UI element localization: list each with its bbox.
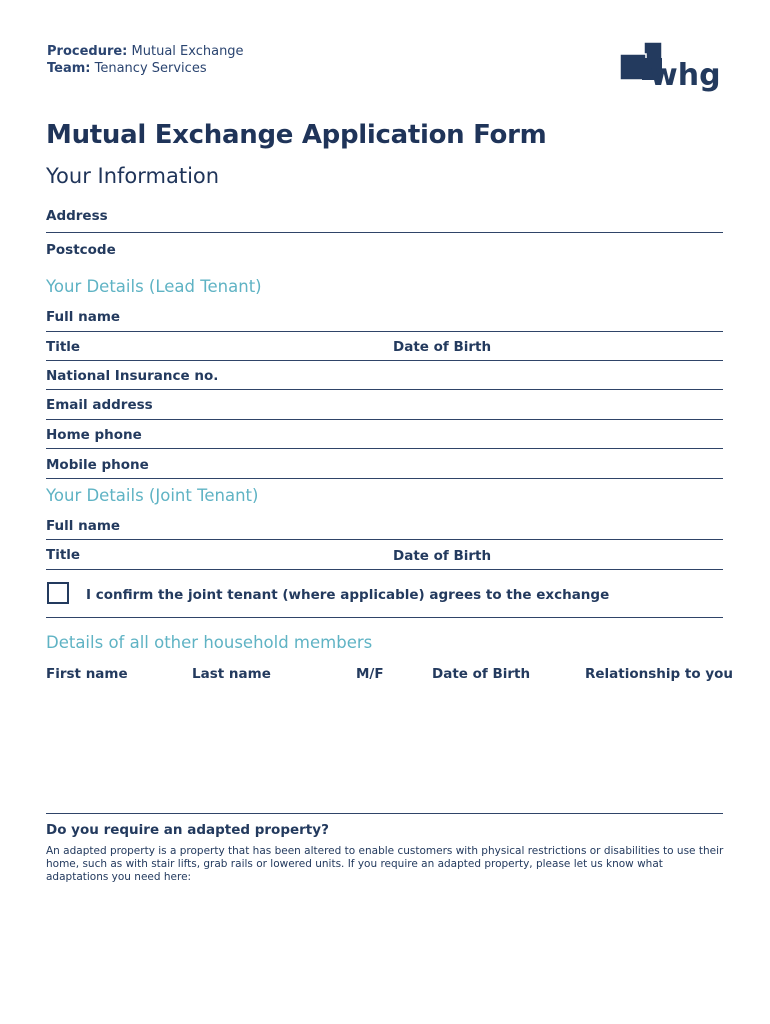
lead-home-phone-field[interactable]: [46, 448, 723, 449]
lead-ni-field[interactable]: [46, 389, 723, 390]
lead-home-phone-label: Home phone: [46, 427, 142, 443]
procedure-line: [47, 43, 244, 60]
lead-ni-label: National Insurance no.: [46, 368, 219, 384]
whg-logo: [620, 42, 726, 92]
logo-text: whg: [650, 58, 721, 92]
lead-mobile-phone-field[interactable]: [46, 478, 723, 479]
lead-mobile-phone-label: Mobile phone: [46, 457, 149, 473]
procedure-label: Procedure:: [47, 44, 128, 59]
joint-title-dob-field[interactable]: [46, 569, 723, 570]
divider: [46, 813, 723, 814]
section-household: Details of all other household members: [46, 633, 373, 652]
lead-email-field[interactable]: [46, 419, 723, 420]
col-first-name: First name: [46, 666, 128, 682]
divider: [46, 617, 723, 618]
lead-dob-label: Date of Birth: [393, 339, 492, 355]
joint-confirm-checkbox[interactable]: [47, 582, 69, 604]
postcode-label: Postcode: [46, 242, 116, 258]
col-relationship: Relationship to you: [585, 666, 734, 682]
address-field[interactable]: [46, 232, 723, 233]
team-label: Team:: [47, 61, 91, 76]
adaptations-input-area[interactable]: [46, 890, 723, 1010]
col-gender: M/F: [356, 666, 384, 682]
adapted-question: Do you require an adapted property?: [46, 822, 329, 838]
address-label: Address: [46, 208, 108, 224]
lead-title-label: Title: [46, 339, 81, 355]
col-last-name: Last name: [192, 666, 271, 682]
joint-full-name-label: Full name: [46, 518, 121, 534]
page-title: Mutual Exchange Application Form: [46, 120, 547, 150]
section-lead-tenant: Your Details (Lead Tenant): [46, 277, 262, 296]
joint-title-label: Title: [46, 547, 81, 563]
col-dob: Date of Birth: [432, 666, 531, 682]
section-your-information: Your Information: [46, 164, 220, 188]
joint-confirm-label: I confirm the joint tenant (where applicable) agrees to the exchange: [86, 587, 610, 603]
adapted-description: An adapted property is a property that has been altered to enable customers with physical restrictions or disabilities to use their home, such as with stair lifts, grab rails or lowered units. If you require an adapted property, please let us know what adaptations you need here:: [46, 845, 724, 883]
lead-full-name-field[interactable]: [46, 331, 723, 332]
household-members-area[interactable]: [46, 688, 723, 812]
lead-full-name-label: Full name: [46, 309, 121, 325]
joint-full-name-field[interactable]: [46, 539, 723, 540]
lead-title-dob-field[interactable]: [46, 360, 723, 361]
team-value: Tenancy Services: [94, 61, 207, 76]
lead-email-label: Email address: [46, 397, 153, 413]
procedure-value: Mutual Exchange: [131, 44, 244, 59]
section-joint-tenant: Your Details (Joint Tenant): [46, 486, 259, 505]
team-line: [47, 60, 207, 77]
joint-dob-label: Date of Birth: [393, 548, 492, 564]
